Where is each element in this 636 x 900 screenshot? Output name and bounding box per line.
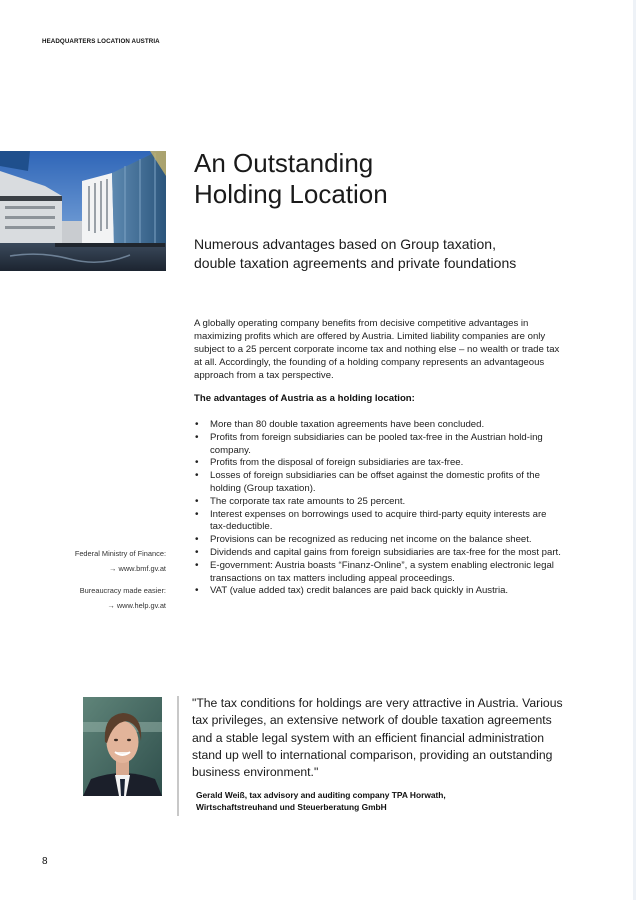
sidebar-links <box>40 548 166 622</box>
help-link[interactable] <box>40 600 166 611</box>
advantage-item <box>194 585 564 598</box>
bullet-icon: • <box>195 546 199 558</box>
title-line-1: An Outstanding <box>194 148 374 178</box>
bullet-icon: • <box>195 419 199 430</box>
advantage-text: VAT (value added tax) credit balances are paid back quickly in Austria. <box>210 585 509 597</box>
bullet-icon: • <box>195 470 199 482</box>
arrow-right-icon: → <box>109 564 117 573</box>
subtitle-line-1: Numerous advantages based on Group taxation, <box>194 236 496 252</box>
advantages-list <box>194 419 564 598</box>
advantage-text: More than 80 double taxation agreements have been concluded. <box>210 419 485 430</box>
advantage-item <box>194 470 564 496</box>
quote-divider <box>177 696 179 816</box>
advantage-text: Dividends and capital gains from foreign subsidiaries are tax-free for the most part. <box>210 546 561 558</box>
link-text: www.bmf.gv.at <box>118 564 166 573</box>
advantage-item <box>194 534 564 547</box>
advantage-text: The corporate tax rate amounts to 25 percent. <box>210 495 406 507</box>
bullet-icon: • <box>195 431 199 443</box>
advantage-text: Interest expenses on borrowings used to acquire third-party equity interests are tax-deductible. <box>210 508 547 533</box>
author-line-2: Wirtschaftstreuhand und Steuerberatung GmbH <box>196 802 387 812</box>
bullet-icon: • <box>195 495 199 507</box>
link-text: www.help.gv.at <box>116 601 166 610</box>
advantage-text: E-government: Austria boasts “Finanz-Online”, a system enabling electronic legal transactions on tax matters including appeal proceedings. <box>210 559 554 584</box>
advantages-heading: The advantages of Austria as a holding location: <box>194 393 415 404</box>
advantage-item <box>194 457 564 470</box>
author-portrait <box>83 697 162 796</box>
author-line-1: Gerald Weiß, tax advisory and auditing company TPA Horwath, <box>196 790 446 800</box>
sidebar-label: Bureaucracy made easier: <box>79 586 166 595</box>
advantage-item <box>194 560 564 586</box>
advantage-item <box>194 496 564 509</box>
title-line-2: Holding Location <box>194 179 388 209</box>
page-title <box>194 148 494 210</box>
sidebar-item-bmf <box>40 548 166 574</box>
advantage-item <box>194 509 564 535</box>
bullet-icon: • <box>195 585 199 597</box>
arrow-right-icon: → <box>107 601 115 610</box>
advantage-item <box>194 547 564 560</box>
advantage-text: Losses of foreign subsidiaries can be offset against the domestic profits of the holding (Group taxation). <box>210 470 540 494</box>
bullet-icon: • <box>195 457 199 469</box>
sidebar-label: Federal Ministry of Finance: <box>74 549 166 558</box>
advantage-item <box>194 419 564 432</box>
testimonial-quote: "The tax conditions for holdings are very attractive in Austria. Various tax privileges, an extensive network of double taxation agreements and a stable legal system with an efficient financial administration stand up well to international comparison, providing an outstanding business environment." <box>192 696 563 780</box>
page-number: 8 <box>42 856 48 867</box>
intro-paragraph: A globally operating company benefits from decisive competitive advantages in maximizing profits which are offered by Austria. Limited liability companies are only subject to a 25 percent corporate income tax and nothing else – no wealth or trade tax at all. Accordingly, the founding of a holding company represents an advantageous approach from a tax perspective. <box>194 318 560 382</box>
section-label: HEADQUARTERS LOCATION AUSTRIA <box>42 38 160 45</box>
sidebar-item-help <box>40 585 166 611</box>
bullet-icon: • <box>195 559 199 571</box>
advantage-text: Provisions can be recognized as reducing net income on the balance sheet. <box>210 534 532 546</box>
quote-author <box>196 789 556 813</box>
advantage-text: Profits from the disposal of foreign subsidiaries are tax-free. <box>210 457 464 469</box>
page-subtitle <box>194 235 574 273</box>
building-photo <box>0 151 166 271</box>
advantage-item <box>194 432 564 458</box>
bmf-link[interactable] <box>40 563 166 574</box>
subtitle-line-2: double taxation agreements and private foundations <box>194 255 517 271</box>
advantage-text: Profits from foreign subsidiaries can be pooled tax-free in the Austrian hold-ing company. <box>210 431 543 456</box>
bullet-icon: • <box>195 508 199 520</box>
bullet-icon: • <box>195 534 199 546</box>
